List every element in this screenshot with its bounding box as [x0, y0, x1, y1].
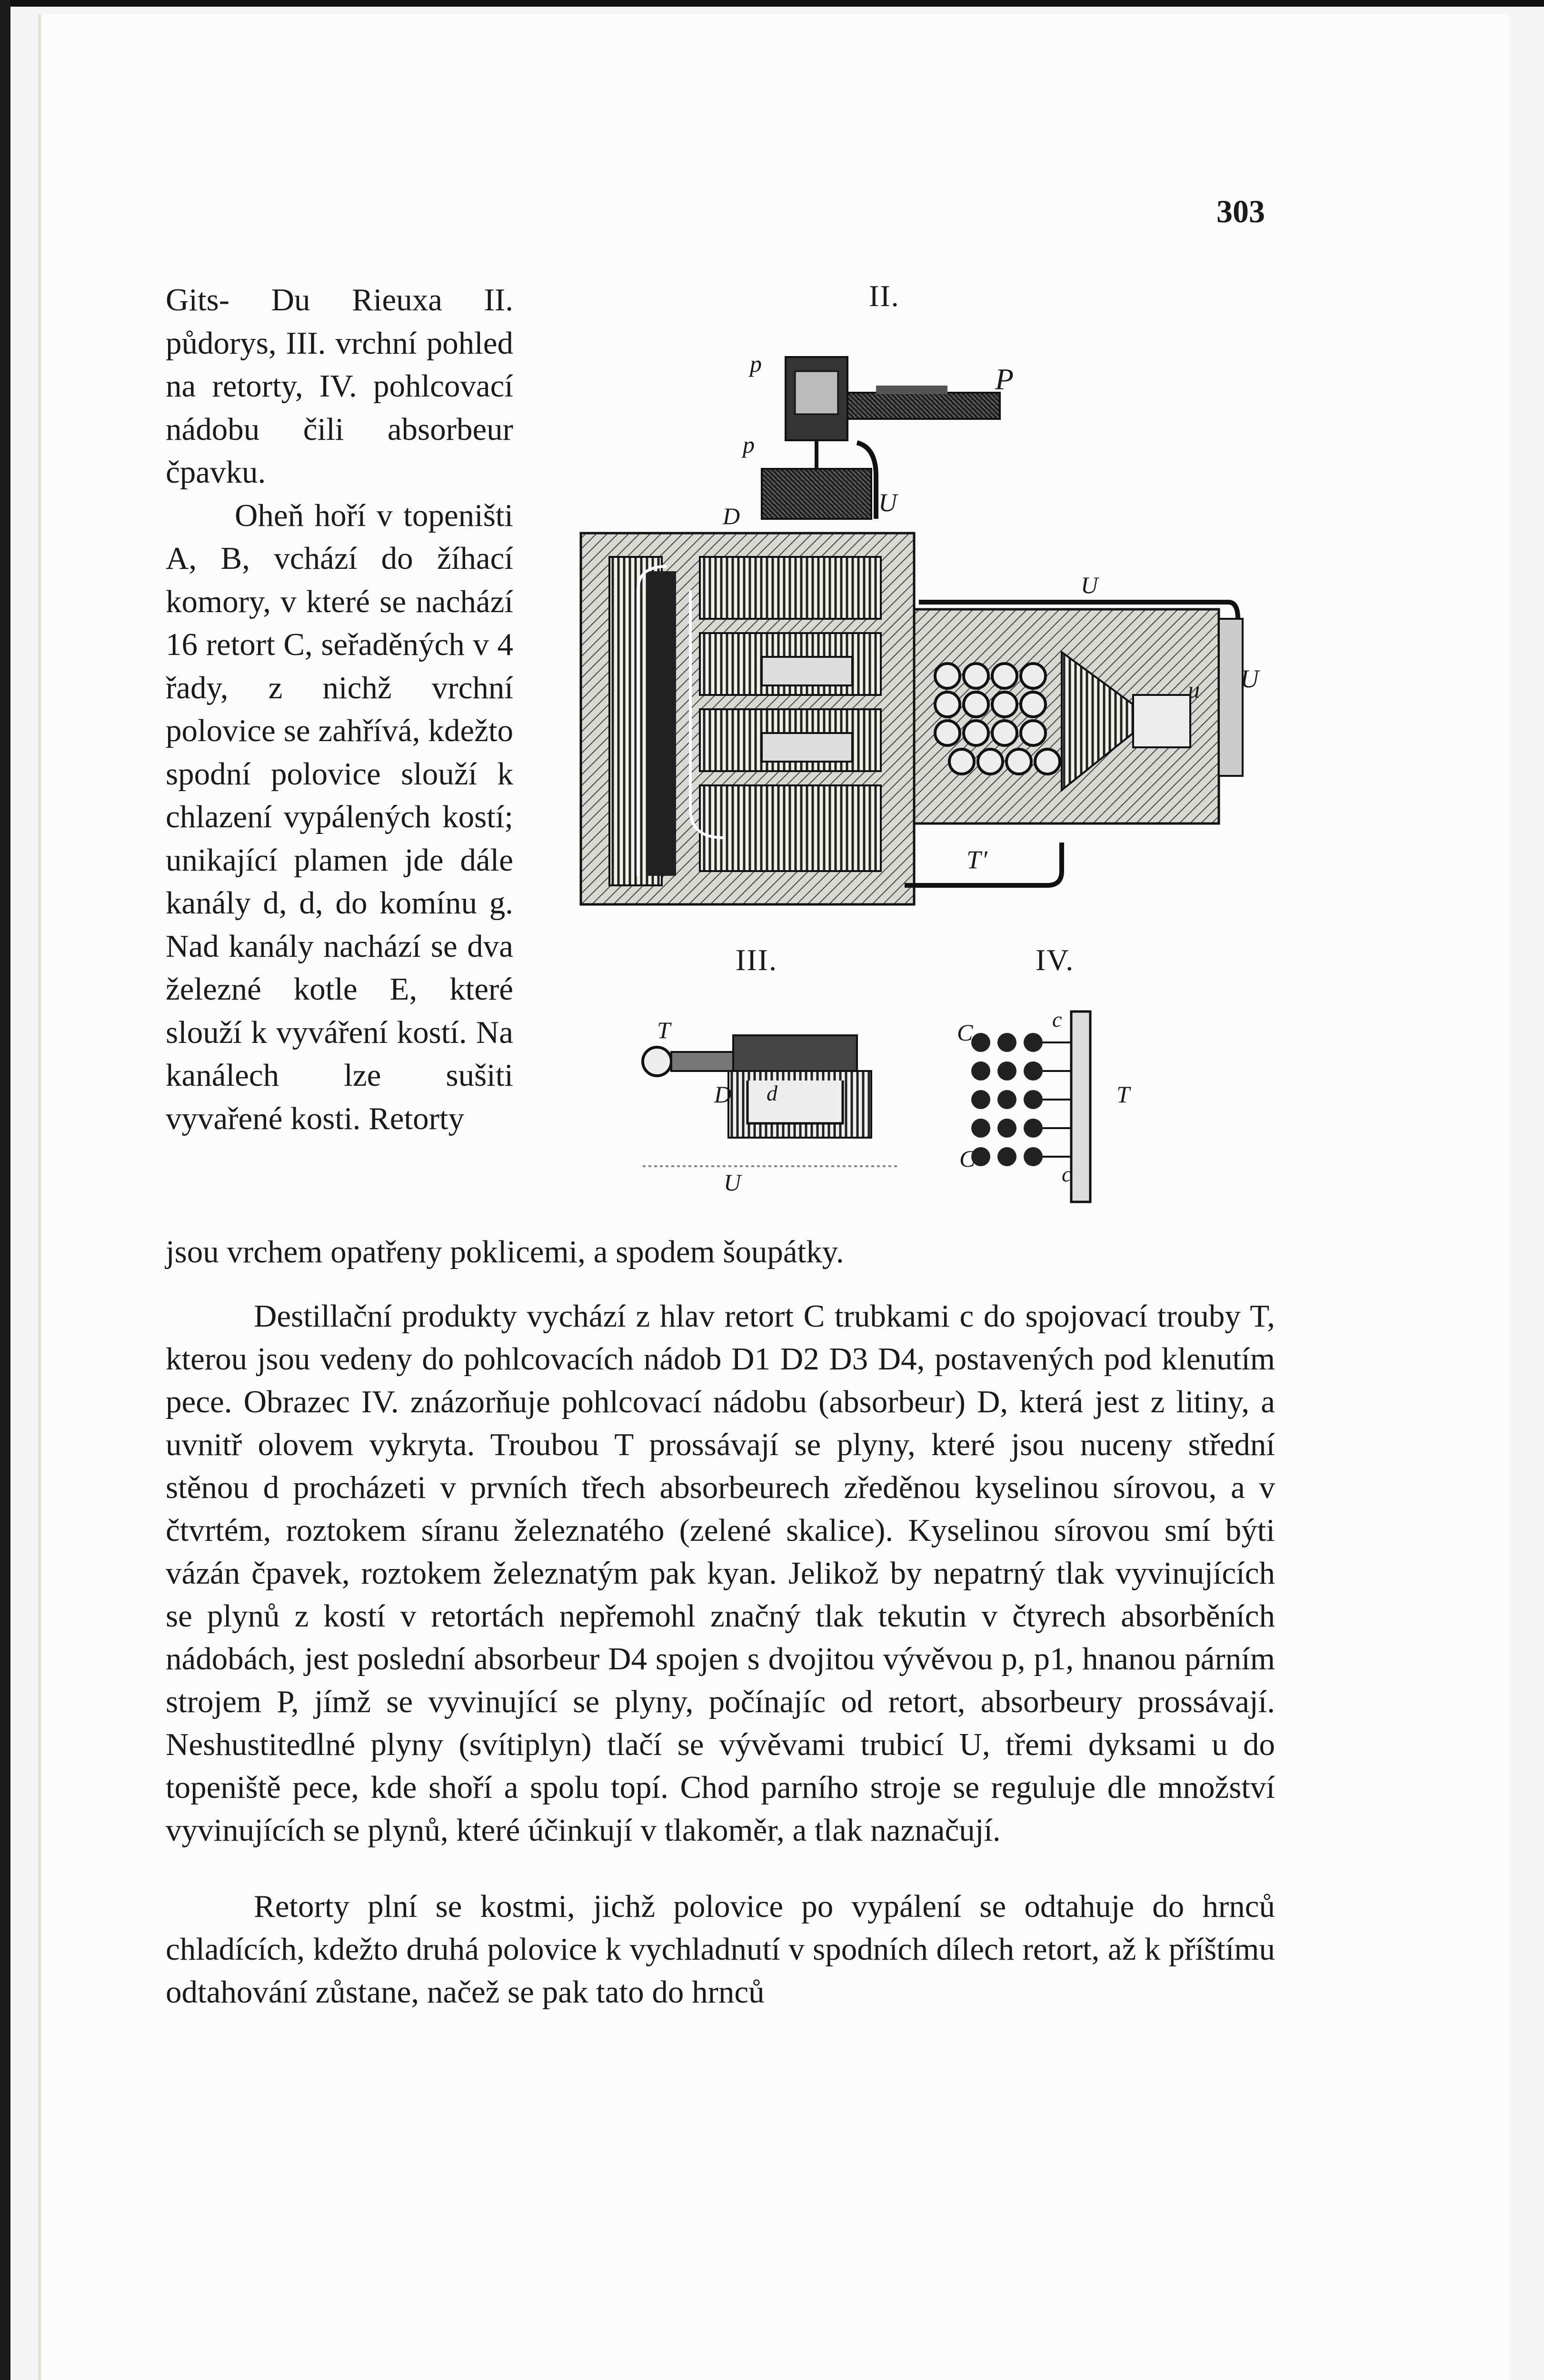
letter-t-prime: T′: [966, 845, 988, 874]
letter-c-upper-fig4a: C: [957, 1019, 974, 1046]
letter-p-top: p: [750, 350, 763, 377]
letter-p-mid: p: [743, 431, 756, 458]
figure-ii-plan-drawing: [571, 343, 1252, 919]
figure-label-iii: III.: [736, 943, 777, 977]
caption-paragraph-2: Oheň hoří v topeništi A, B, vchází do žíhací komory, v které se nachází 16 retort C, seřaděných v 4 řady, z nichž vrchní polovice se zahřívá, kdežto spodní polovice slouží k chlazení vypálených kostí; unikající plamen jde dále kanály d, d, do komínu g. Nad kanály nachází se dva železné kotle E, které slouží k vyváření kostí. Na kanálech lze sušiti vyvařené kosti. Retorty: [166, 497, 513, 1136]
letter-c-upper-fig4b: C: [959, 1145, 976, 1172]
caption-paragraph-1: Gits- Du Rieuxa II. půdorys, III. vrchní pohled na retorty, IV. pohlcovací nádobu čili absorbeur čpavku.: [166, 282, 513, 490]
letter-u-lower: u: [1188, 676, 1201, 703]
figure-label-iv: IV.: [1036, 943, 1075, 977]
scan-edge-left: [0, 0, 10, 2380]
body-paragraph-2: Retorty plní se kostmi, jichž polovice po vypálení se odtahuje do hrnců chladících, kdežto druhá polovice k vychladnutí v spodních dílech retort, až k příštímu odtahování zůstane, načež se pak tato do hrnců: [166, 1889, 1275, 2010]
letter-d-small: D: [723, 503, 741, 529]
scan-edge-top: [0, 0, 1544, 7]
page-number: 303: [1216, 193, 1265, 229]
letter-u-fig3: U: [724, 1169, 742, 1196]
letter-d-lower-fig3: d: [767, 1081, 778, 1105]
figure-label-ii: II.: [869, 279, 900, 313]
body-text: [166, 1295, 1275, 2047]
figure-caption: [166, 278, 513, 1140]
body-paragraph-1: Destillační produkty vychází z hlav retort C trubkami c do spojovací trouby T, kterou jsou vedeny do pohlcovacích nádob D1 D2 D3 D4, postavených pod klenutím pece. Obrazec IV. znázorňuje pohlcovací nádobu (absorbeur) D, která jest z litiny, a uvnitř olovem vykryta. Troubou T prossávají se plyny, které jsou nuceny střední stěnou d procházeti v prvních třech absorbeurech zředěnou kyselinou sírovou, a v čtvrtém, roztokem síranu železnatého (zelené skalice). Kyselinou sírovou smí býti vázán čpavek, roztokem železnatým pak kyan. Jelikož by nepatrný tlak vyvinujících se plynů z kostí v retortách nepřemohl značný tlak tekutin v čtyrech absorběních nádobách, jest poslední absorbeur D4 spojen s dvojitou vývěvou p, p1, hnanou párním strojem P, jímž se vyvinující se plyny, počínajíc od retort, absorbeury prossávají. Neshustitedlné plyny (svítiplyn) tlačí se vývěvami trubicí U, třemi dyksami u do topeniště pece, kde shoří a spolu topí. Chod parního stroje se reguluje dle množství vyvinujících se plynů, které účinkují v tlakoměr, a tlak naznačují.: [166, 1299, 1275, 1848]
caption-continuation: jsou vrchem opatřeny poklicemi, a spodem šoupátky.: [166, 1234, 844, 1269]
letter-c-lower-fig4a: c: [1052, 1007, 1063, 1031]
figure-iv-absorbeur-drawing: [952, 1009, 1124, 1209]
letter-u-1: U: [878, 488, 898, 517]
letter-t-fig3: T: [657, 1017, 671, 1043]
letter-c-lower-fig4b: c: [1062, 1162, 1073, 1186]
letter-p-upper: P: [995, 362, 1015, 396]
letter-d-fig3: D: [714, 1081, 733, 1108]
letter-u-2: U: [1081, 572, 1099, 598]
letter-t-fig4: T: [1116, 1081, 1131, 1108]
letter-u-3: U: [1240, 664, 1260, 693]
